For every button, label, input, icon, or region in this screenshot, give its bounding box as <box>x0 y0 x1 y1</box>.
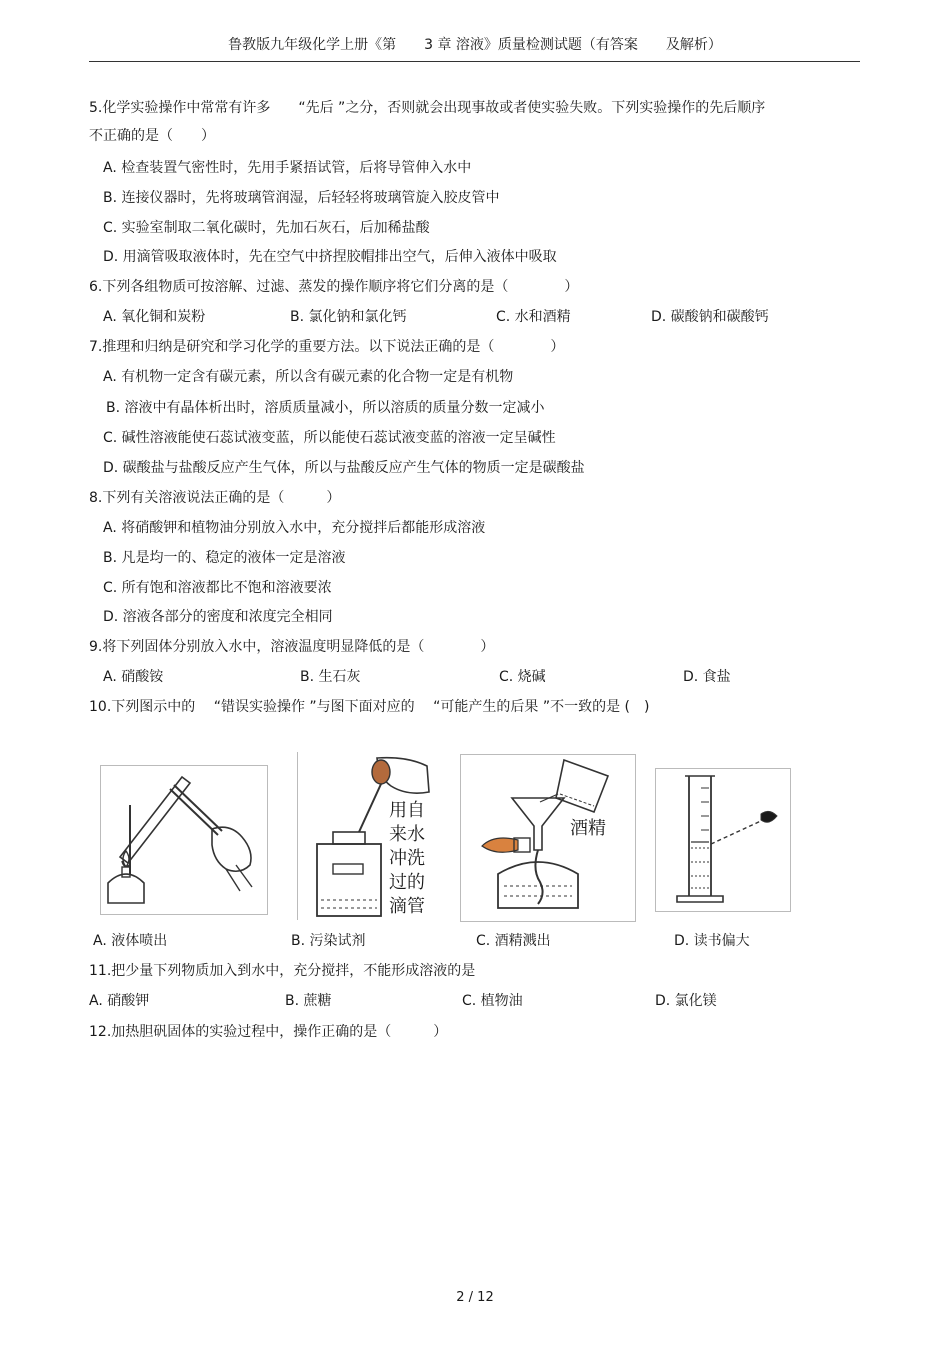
figure-b-label-1: 用自 <box>389 800 425 821</box>
q11-stem: 11.把少量下列物质加入到水中，充分搅拌，不能形成溶液的是 <box>89 963 476 979</box>
q11-option-c: C. 植物油 <box>462 993 523 1009</box>
figure-c-alcohol-funnel <box>460 754 636 922</box>
q6-option-b: B. 氯化钠和氯化钙 <box>290 309 407 325</box>
q10-stem: 10.下列图示中的 “错误实验操作 ”与图下面对应的 “可能产生的后果 ”不一致的是 ( ) <box>89 699 650 715</box>
q7-option-c: C. 碱性溶液能使石蕊试液变蓝，所以能使石蕊试液变蓝的溶液一定呈碱性 <box>103 430 556 446</box>
q5-option-a: A. 检查装置气密性时，先用手紧捂试管，后将导管伸入水中 <box>103 160 472 176</box>
q8-stem: 8.下列有关溶液说法正确的是（ ） <box>89 490 341 506</box>
q6-option-c: C. 水和酒精 <box>496 309 571 325</box>
figure-d-cylinder <box>655 768 791 912</box>
figure-b-label-4: 过的 <box>389 872 425 893</box>
q7-stem: 7.推理和归纳是研究和学习化学的重要方法。以下说法正确的是（ ） <box>89 339 565 355</box>
q7-option-d: D. 碳酸盐与盐酸反应产生气体，所以与盐酸反应产生气体的物质一定是碳酸盐 <box>103 460 585 476</box>
q9-option-a: A. 硝酸铵 <box>103 669 164 685</box>
q11-option-d: D. 氯化镁 <box>655 993 717 1009</box>
figure-b-label-5: 滴管 <box>389 896 425 917</box>
q6-option-a: A. 氧化铜和炭粉 <box>103 309 206 325</box>
page-header: 鲁教版九年级化学上册《第 3 章 溶液》质量检测试题（有答案 及解析） <box>228 37 722 53</box>
q5-option-b: B. 连接仪器时，先将玻璃管润湿，后轻轻将玻璃管旋入胶皮管中 <box>103 190 500 206</box>
header-divider <box>89 61 860 62</box>
q8-option-c: C. 所有饱和溶液都比不饱和溶液要浓 <box>103 580 332 596</box>
q9-option-b: B. 生石灰 <box>300 669 361 685</box>
q6-stem: 6.下列各组物质可按溶解、过滤、蒸发的操作顺序将它们分离的是（ ） <box>89 279 579 295</box>
q10-option-b: B. 污染试剂 <box>291 933 366 949</box>
q9-stem: 9.将下列固体分别放入水中，溶液温度明显降低的是（ ） <box>89 639 495 655</box>
q10-option-d: D. 读书偏大 <box>674 933 750 949</box>
q6-option-d: D. 碳酸钠和碳酸钙 <box>651 309 769 325</box>
q8-option-a: A. 将硝酸钾和植物油分别放入水中，充分搅拌后都能形成溶液 <box>103 520 486 536</box>
q7-option-a: A. 有机物一定含有碳元素，所以含有碳元素的化合物一定是有机物 <box>103 369 514 385</box>
q11-option-a: A. 硝酸钾 <box>89 993 150 1009</box>
figure-a-heating-tube <box>100 765 268 915</box>
q9-option-d: D. 食盐 <box>683 669 731 685</box>
figure-b-label-3: 冲洗 <box>389 848 425 869</box>
q5-option-c: C. 实验室制取二氧化碳时，先加石灰石，后加稀盐酸 <box>103 220 430 236</box>
q9-option-c: C. 烧碱 <box>499 669 546 685</box>
q12-stem: 12.加热胆矾固体的实验过程中，操作正确的是（ ） <box>89 1024 448 1040</box>
figure-b-dropper <box>297 752 433 920</box>
q5-stem: 5.化学实验操作中常常有许多 “先后 ”之分，否则就会出现事故或者使实验失败。下列实验操作的先后顺序 <box>89 100 766 116</box>
q8-option-b: B. 凡是均一的、稳定的液体一定是溶液 <box>103 550 346 566</box>
q11-option-b: B. 蔗糖 <box>285 993 332 1009</box>
figure-c-label: 酒精 <box>570 818 606 839</box>
q8-option-d: D. 溶液各部分的密度和浓度完全相同 <box>103 609 333 625</box>
q10-option-c: C. 酒精溅出 <box>476 933 551 949</box>
q10-option-a: A. 液体喷出 <box>93 933 168 949</box>
q7-option-b: B. 溶液中有晶体析出时，溶质质量减小，所以溶质的质量分数一定减小 <box>106 400 545 416</box>
page-number: 2 / 12 <box>456 1290 494 1305</box>
q5-stem-cont: 不正确的是（ ） <box>89 128 215 144</box>
figure-b-label-2: 来水 <box>389 824 425 845</box>
q5-option-d: D. 用滴管吸取液体时，先在空气中挤捏胶帽排出空气，后伸入液体中吸取 <box>103 249 557 265</box>
